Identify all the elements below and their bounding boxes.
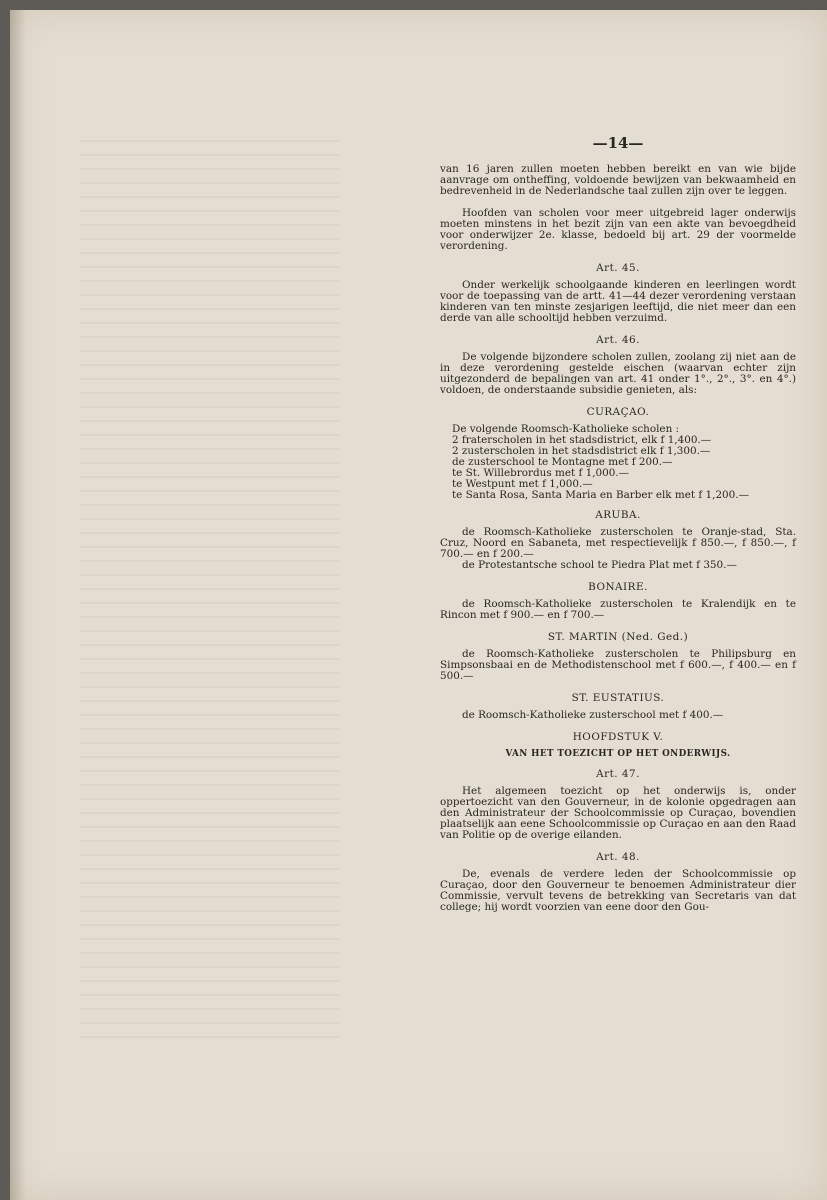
paragraph: de Protestantsche school te Piedra Plat met f 350.—	[462, 559, 737, 571]
list-item: te St. Willebrordus met f 1,000.—	[452, 467, 630, 479]
paragraph: de Roomsch-Katholieke zusterscholen te Oranje-stad, Sta. Cruz, Noord en Sabaneta, met respectievelijk f 850.—, f 850.—, f 700.— en f 200.—	[440, 526, 796, 560]
list-item: te Santa Rosa, Santa Maria en Barber elk met f 1,200.—	[452, 489, 749, 501]
paragraph: Hoofden van scholen voor meer uitgebreid lager onderwijs moeten minstens in het bezit zijn van een akte van bevoegdheid voor onderwijzer 2e. klasse, bedoeld bij art. 29 der voormelde verordening.	[440, 207, 796, 252]
paragraph: De volgende bijzondere scholen zullen, zoolang zij niet aan de in deze verordening gestelde eischen (waarvan echter zijn uitgezonderd de bepalingen van art. 41 onder 1°., 2°., 3°. en 4°.) voldoen, de onderstaande subsidie genieten, als:	[440, 351, 796, 396]
list-item: de zusterschool te Montagne met f 200.—	[452, 456, 673, 468]
list-item: De volgende Roomsch-Katholieke scholen :	[452, 423, 680, 435]
section-heading-st-eustatius: ST. EUSTATIUS.	[571, 692, 665, 704]
page-number: —14—	[592, 134, 644, 152]
list-item: te Westpunt met f 1,000.—	[452, 478, 593, 490]
text-column	[440, 134, 796, 924]
section-heading-bonaire: BONAIRE.	[588, 581, 648, 593]
section-heading-st-martin: ST. MARTIN (Ned. Ged.)	[547, 631, 689, 643]
paragraph: Onder werkelijk schoolgaande kinderen en leerlingen wordt voor de toepassing van de artt. 41—44 dezer verordening verstaan kinderen van ten minste zesjarigen leeftijd, die niet meer dan een derde van alle schooltijd hebben verzuimd.	[440, 279, 796, 324]
section-heading-curacao: CURAÇAO.	[586, 406, 650, 418]
chapter-heading: HOOFDSTUK V.	[572, 731, 664, 743]
list-item: 2 zusterscholen in het stadsdistrict elk f 1,300.—	[452, 445, 711, 457]
section-heading-aruba: ARUBA.	[595, 509, 641, 521]
chapter-subheading: VAN HET TOEZICHT OP HET ONDERWIJS.	[505, 749, 731, 759]
paragraph: de Roomsch-Katholieke zusterscholen te Philipsburg en Simpsonsbaai en de Methodistenschool met f 600.—, f 400.— en f 500.—	[440, 648, 796, 682]
list-item: 2 fraterscholen in het stadsdistrict, elk f 1,400.—	[452, 434, 712, 446]
paragraph: de Roomsch-Katholieke zusterschool met f 400.—	[462, 709, 724, 721]
curacao-subsidy-list	[440, 424, 796, 501]
paragraph: De, evenals de verdere leden der Schoolcommissie op Curaçao, door den Gouverneur te benoemen Administrateur dier Commissie, vervult tevens de betrekking van Secretaris van dat college; hij wordt voorzien van eene door den Gou-	[440, 868, 796, 913]
paragraph: de Roomsch-Katholieke zusterscholen te Kralendijk en te Rincon met f 900.— en f 700.—	[440, 598, 796, 621]
document-page	[10, 10, 827, 1200]
paragraph: Het algemeen toezicht op het onderwijs is, onder oppertoezicht van den Gouverneur, in de kolonie opgedragen aan den Administrateur der Schoolcommissie op Curaçao, bovendien plaatselijk aan eene Schoolcommissie op Curaçao en aan den Raad van Politie op de overige eilanden.	[440, 785, 796, 841]
article-heading: Art. 47.	[596, 768, 640, 780]
article-heading: Art. 46.	[596, 334, 640, 346]
bleed-through-text	[80, 140, 340, 1040]
article-heading: Art. 45.	[596, 262, 640, 274]
paragraph: van 16 jaren zullen moeten hebben bereikt en van wie bijde aanvrage om ontheffing, voldoende bewijzen van bekwaamheid en bedrevenheid in de Nederlandsche taal zullen zijn over te leggen.	[440, 163, 796, 197]
article-heading: Art. 48.	[596, 851, 640, 863]
